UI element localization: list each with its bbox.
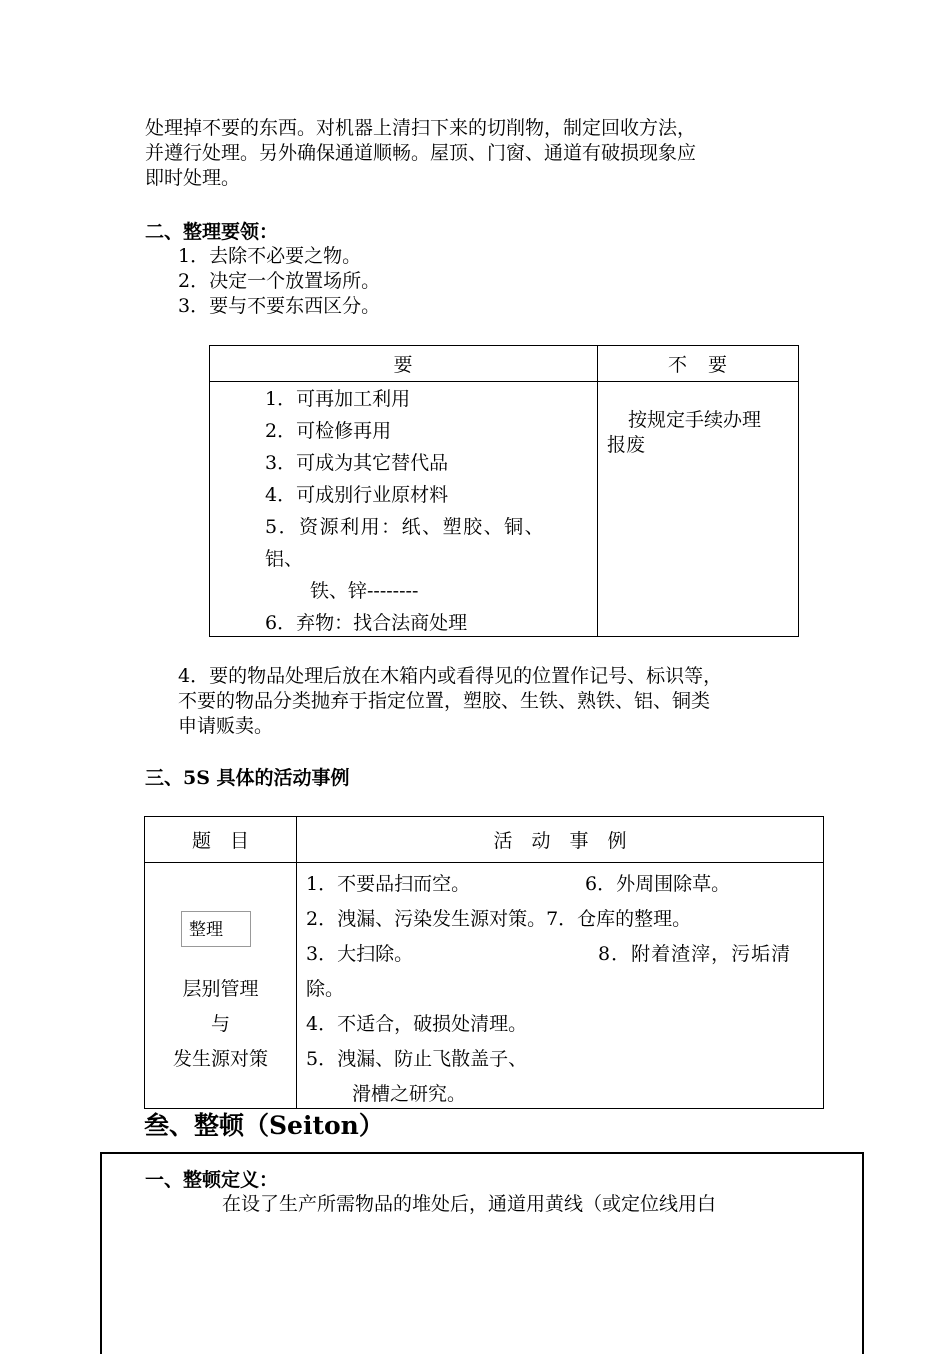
intro-line-2: 并遵行处理。另外确保通道顺畅。屋顶、门窗、通道有破损现象应: [145, 142, 697, 164]
discard-header: 不 要: [598, 346, 799, 382]
keep-item: 6．弃物：找合法商处理: [265, 612, 468, 634]
discard-cell: [598, 382, 799, 637]
example-item: 4．不适合，破损处清理。: [306, 1013, 528, 1035]
topic-header: 题 目: [145, 817, 297, 863]
example-item: 1．不要品扫而空。: [306, 873, 471, 895]
keep-item: 1．可再加工利用: [265, 388, 411, 410]
sec2-item-3: 3．要与不要东西区分。: [178, 295, 381, 317]
activity-table: [144, 816, 824, 1109]
example-item: 滑槽之研究。: [352, 1083, 467, 1105]
example-item: 除。: [306, 978, 345, 1000]
discard-text: 报废: [607, 434, 646, 456]
sec2-item-1: 1．去除不必要之物。: [178, 245, 362, 267]
item4-line-1: 4．要的物品处理后放在木箱内或看得见的位置作记号、标识等，: [178, 665, 723, 687]
intro-line-3: 即时处理。: [145, 167, 241, 189]
item4-line-3: 申请贩卖。: [178, 715, 274, 737]
example-item: 2．洩漏、污染发生源对策。7．仓库的整理。: [306, 908, 692, 930]
topic-cell: [145, 863, 297, 1109]
intro-line-1: 处理掉不要的东西。对机器上清扫下来的切削物，制定回收方法，: [145, 117, 697, 139]
sec2-item-2: 2．决定一个放置场所。: [178, 270, 381, 292]
keep-item: 3．可成为其它替代品: [265, 452, 449, 474]
section-2-heading: 二、整理要领：: [145, 221, 279, 243]
section-3-heading: 三、5S 具体的活动事例: [145, 767, 350, 789]
definition-heading: 一、整顿定义：: [145, 1169, 279, 1191]
discard-text: 按规定手续办理: [628, 409, 762, 431]
keep-item: 5．资源利用：纸、塑胶、铜、: [265, 516, 546, 538]
example-item: 6．外周围除草。: [585, 873, 731, 895]
definition-text: 在设了生产所需物品的堆处后，通道用黄线（或定位线用白: [222, 1193, 717, 1215]
example-item: 8．附着渣滓，污垢清: [598, 943, 792, 965]
keep-discard-table: [209, 345, 799, 637]
example-item: 5．洩漏、防止飞散盖子、: [306, 1048, 528, 1070]
keep-item: 铝、: [265, 548, 304, 570]
example-item: 3．大扫除。: [306, 943, 414, 965]
keep-item: 4．可成别行业原材料: [265, 484, 449, 506]
keep-item: 2．可检修再用: [265, 420, 392, 442]
section-title-seiton: 叁、整顿（Seiton）: [144, 1111, 384, 1140]
topic-line: 发生源对策: [172, 1048, 268, 1070]
keep-header: 要: [210, 346, 598, 382]
examples-header: 活 动 事 例: [297, 817, 824, 863]
category-tag: 整理: [181, 911, 251, 947]
item4-line-2: 不要的物品分类抛弃于指定位置，塑胶、生铁、熟铁、铝、铜类: [178, 690, 711, 712]
topic-line: 与: [210, 1013, 230, 1035]
keep-cell: [210, 382, 598, 637]
topic-line: 层别管理: [182, 978, 259, 1000]
keep-item: 铁、锌--------: [310, 580, 419, 602]
examples-cell: [297, 863, 824, 1109]
